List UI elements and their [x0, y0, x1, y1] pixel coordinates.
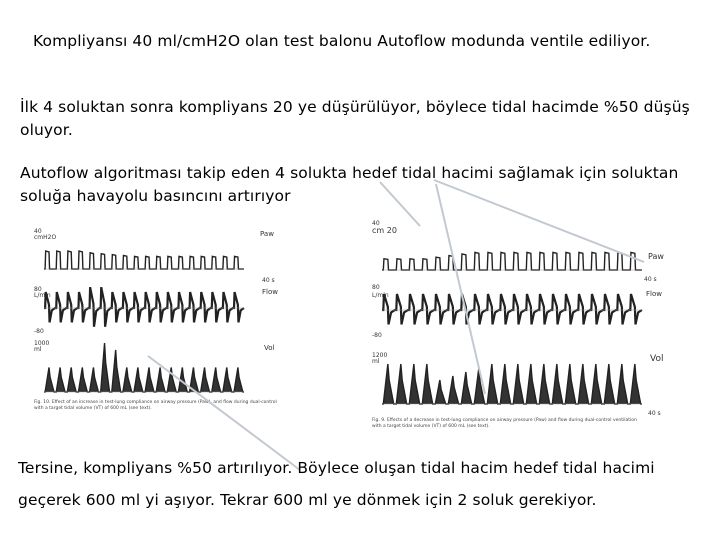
time-label-top: 40 s [644, 276, 657, 283]
pressure-scale-top: 40 [34, 228, 42, 235]
flow-unit: L/min [34, 292, 51, 299]
volume-unit: ml [372, 358, 380, 365]
flow-label: Flow [262, 288, 278, 296]
volume-label: Vol [264, 344, 275, 352]
paragraph-compliance-increase: Tersine, kompliyans %50 artırılıyor. Böylece oluşan tidal hacim hedef tidal hacimi geçerek 600 ml yi aşıyor. Tekrar 600 ml ye dönmek için 2 soluk gerekiyor. [18, 459, 655, 509]
pressure-scale-top: 40 [372, 220, 380, 227]
flow-scale-bottom: -80 [372, 332, 382, 339]
pressure-label: Paw [648, 252, 664, 261]
paragraph-compliance-decrease: İlk 4 soluktan sonra kompliyans 20 ye düşürülüyor, böylece tidal hacimde %50 düşüş oluyor. [20, 98, 690, 139]
flow-label: Flow [646, 290, 662, 298]
flow-scale-top: 80 [372, 284, 380, 291]
volume-label: Vol [650, 354, 664, 364]
figure-caption-right: Fig. 9. Effects of a decrease in test-lung compliance on airway pressure (Paw) and flow during dual-control ventilation with a target tidal volume (VT) of 600 mL (see text). [372, 418, 637, 429]
flow-scale-bottom: -80 [34, 328, 44, 335]
arrow-to-pressure [434, 180, 644, 262]
volume-unit: ml [34, 346, 42, 353]
arrow-to-pressure-right [380, 182, 420, 226]
flow-unit: L/min [372, 292, 389, 299]
figure-caption-left: Fig. 10. Effect of an increase in test-lung compliance on airway pressure (Paw), and flow during dual-control with a target tidal volume (VT) of 600 mL (see text). [34, 400, 277, 411]
flow-scale-top: 80 [34, 286, 42, 293]
volume-scale-top: 1200 [372, 352, 388, 359]
time-label-top: 40 s [262, 277, 275, 284]
pressure-unit: cm 20 [372, 226, 397, 235]
arrow-to-flow [436, 184, 485, 394]
paragraph-autoflow-algorithm: Autoflow algoritması takip eden 4 solukta hedef tidal hacimi sağlamak için soluktan soluğa havayolu basıncını artırıyor [20, 164, 679, 205]
volume-scale-top: 1000 [34, 340, 50, 347]
pressure-label: Paw [260, 230, 274, 238]
paragraph-intro: Kompliyansı 40 ml/cmH2O olan test balonu Autoflow modunda ventile ediliyor. [33, 32, 651, 50]
time-label-bottom: 40 s [648, 410, 661, 417]
pressure-unit: cmH2O [34, 234, 57, 241]
